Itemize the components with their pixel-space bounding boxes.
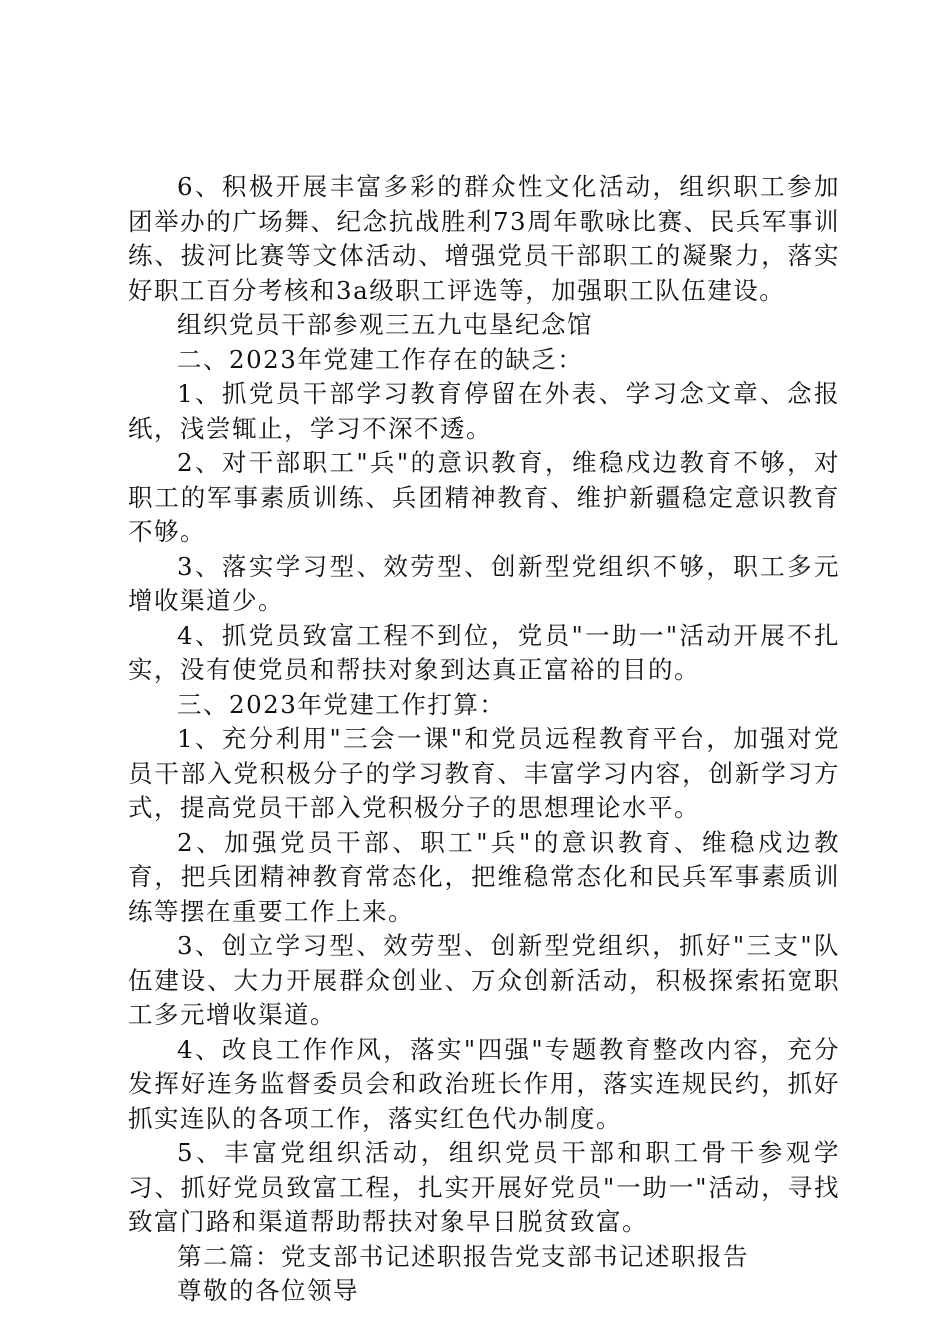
paragraph-shortcoming-1: 1、抓党员干部学习教育停留在外表、学习念文章、念报纸，浅尝辄止，学习不深不透。 bbox=[128, 379, 840, 443]
paragraph-shortcoming-4: 4、抓党员致富工程不到位，党员"一助一"活动开展不扎实，没有使党员和帮扶对象到达真正富裕的目的。 bbox=[128, 620, 840, 684]
document-body bbox=[128, 170, 840, 1309]
paragraph-plan-1: 1、充分利用"三会一课"和党员远程教育平台，加强对党员干部入党积极分子的学习教育、丰富学习内容，创新学习方式，提高党员干部入党积极分子的思想理论水平。 bbox=[128, 724, 840, 822]
paragraph-shortcoming-3: 3、落实学习型、效劳型、创新型党组织不够，职工多元增收渠道少。 bbox=[128, 551, 840, 615]
paragraph-plan-3: 3、创立学习型、效劳型、创新型党组织，抓好"三支"队伍建设、大力开展群众创业、万众创新活动，积极探索拓宽职工多元增收渠道。 bbox=[128, 931, 840, 1029]
paragraph-activities: 6、积极开展丰富多彩的群众性文化活动，组织职工参加团举办的广场舞、纪念抗战胜利73周年歌咏比赛、民兵军事训练、拔河比赛等文体活动、增强党员干部职工的凝聚力，落实好职工百分考核和3a级职工评选等，加强职工队伍建设。 bbox=[128, 172, 840, 305]
heading-second-article: 第二篇：党支部书记述职报告党支部书记述职报告 bbox=[177, 1241, 749, 1271]
paragraph-salutation: 尊敬的各位领导 bbox=[177, 1276, 359, 1305]
paragraph-plan-2: 2、加强党员干部、职工"兵"的意识教育、维稳戍边教育，把兵团精神教育常态化，把维稳常态化和民兵军事素质训练等摆在重要工作上来。 bbox=[128, 827, 840, 926]
paragraph-shortcoming-2: 2、对干部职工"兵"的意识教育，维稳戍边教育不够，对职工的军事素质训练、兵团精神教育、维护新疆稳定意识教育不够。 bbox=[128, 448, 840, 546]
paragraph-plan-4: 4、改良工作作风，落实"四强"专题教育整改内容，充分发挥好连务监督委员会和政治班长作用，落实连规民约，抓好抓实连队的各项工作，落实红色代办制度。 bbox=[128, 1034, 840, 1133]
heading-shortcomings: 二、2023年党建工作存在的缺乏： bbox=[177, 344, 584, 374]
heading-plans: 三、2023年党建工作打算： bbox=[177, 689, 506, 719]
paragraph-plan-5: 5、丰富党组织活动，组织党员干部和职工骨干参观学习、抓好党员致富工程，扎实开展好党员"一助一"活动，寻找致富门路和渠道帮助帮扶对象早日脱贫致富。 bbox=[128, 1138, 840, 1236]
paragraph-museum-visit: 组织党员干部参观三五九屯垦纪念馆 bbox=[177, 310, 593, 339]
